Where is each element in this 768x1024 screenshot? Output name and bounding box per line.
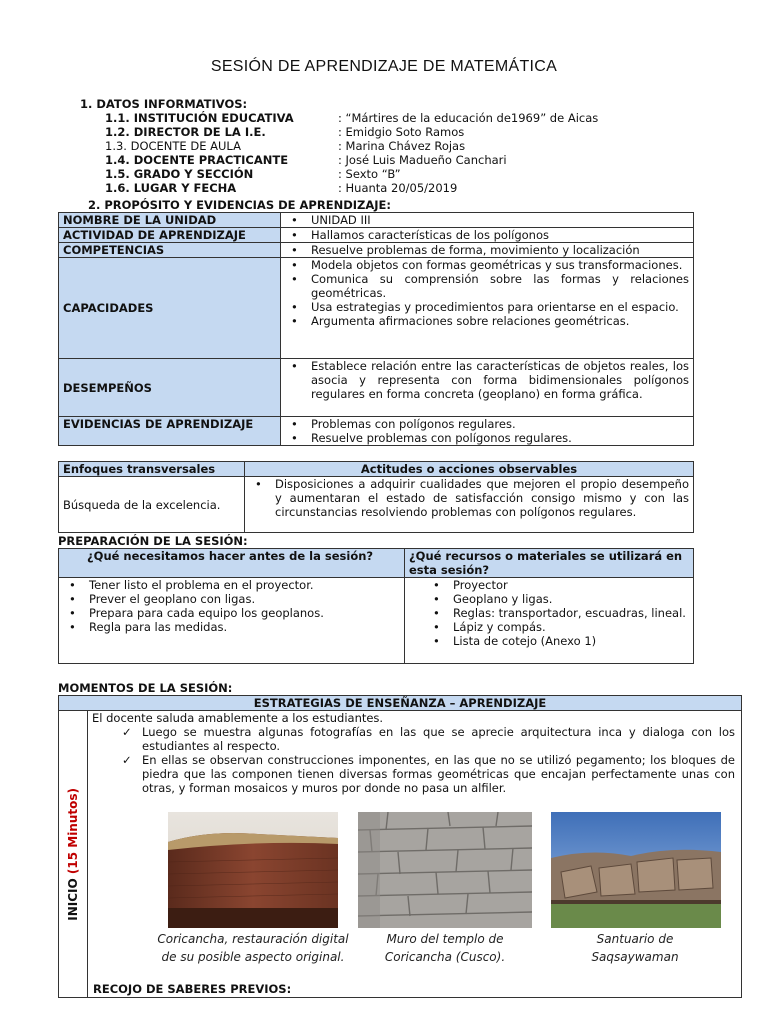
inicio-text: INICIO <box>66 877 80 921</box>
saludo-text: El docente saluda amablemente a los estudiantes. <box>92 711 384 725</box>
competencias-label: COMPETENCIAS <box>59 243 281 258</box>
datos-table <box>105 111 598 195</box>
capacidad-item: • Modela objetos con formas geométricas y sus transformaciones. <box>285 258 689 272</box>
recurso-item: • Reglas: transportador, escuadras, lineal. <box>427 606 689 620</box>
actitud-cell: • Disposiciones a adquirir cualidades que mejoren el propio desempeño y aumentaran el estado de satisfacción consigo mismo y con las circunstancias resolviendo problemas con polígonos regulares. <box>249 477 689 519</box>
caption-line: de su posible aspecto original. <box>161 950 345 964</box>
recurso-item: • Proyector <box>427 578 689 592</box>
datos-value: : Sexto “B” <box>338 167 401 181</box>
antes-item: • Tener listo el problema en el proyector. <box>63 578 400 592</box>
evidencia-item: • Resuelve problemas con polígonos regulares. <box>285 431 689 445</box>
proposito-heading: 2. PROPÓSITO Y EVIDENCIAS DE APRENDIZAJE: <box>88 198 391 212</box>
evidencias-label: EVIDENCIAS DE APRENDIZAJE <box>59 417 281 446</box>
check-item: ✓ Luego se muestra algunas fotografías en las que se aprecie arquitectura inca y dialoga con los estudiantes al respecto. <box>116 725 735 753</box>
datos-value: : José Luis Madueño Canchari <box>338 153 507 167</box>
competencias-value: • Resuelve problemas de forma, movimiento y localización <box>285 243 689 257</box>
preparacion-heading: PREPARACIÓN DE LA SESIÓN: <box>58 534 248 548</box>
datos-key: 1.6. LUGAR Y FECHA <box>105 181 237 195</box>
inicio-minutos: (15 Minutos) <box>66 787 80 874</box>
caption-coricancha <box>148 930 358 966</box>
recurso-item: • Geoplano y ligas. <box>427 592 689 606</box>
enfoques-header: Enfoques transversales <box>59 462 245 477</box>
datos-value: : “Mártires de la educación de1969” de Aicas <box>338 111 599 125</box>
inicio-label <box>66 788 80 921</box>
actividad-value: • Hallamos características de los polígonos <box>285 228 689 242</box>
datos-key: 1.5. GRADO Y SECCIÓN <box>105 167 254 181</box>
caption-line: Santuario de <box>596 932 674 946</box>
actitudes-header: Actitudes o acciones observables <box>245 462 694 477</box>
antes-header: ¿Qué necesitamos hacer antes de la sesión? <box>59 549 405 578</box>
unidad-label: NOMBRE DE LA UNIDAD <box>59 213 281 228</box>
page-title: SESIÓN DE APRENDIZAJE DE MATEMÁTICA <box>210 58 558 75</box>
enfoque-cell: Búsqueda de la excelencia. <box>59 477 245 533</box>
caption-saqsaywaman <box>560 930 710 966</box>
recurso-item: • Lápiz y compás. <box>427 620 689 634</box>
datos-key: 1.4. DOCENTE PRACTICANTE <box>105 153 289 167</box>
datos-key: 1.2. DIRECTOR DE LA I.E. <box>105 125 266 139</box>
check-item: ✓ En ellas se observan construcciones imponentes, en las que no se utilizó pegamento; los bloques de piedra que las componen tienen diversas formas geométricas que encajan perfectamente unas con otras, y forman mosaicos y muros por donde no pasa un alfiler. <box>116 753 735 795</box>
datos-key: 1.3. DOCENTE DE AULA <box>105 139 241 153</box>
unidad-value: • UNIDAD III <box>285 213 689 227</box>
momentos-heading: MOMENTOS DE LA SESIÓN: <box>58 681 233 695</box>
capacidad-item: • Comunica su comprensión sobre las formas y relaciones geométricas. <box>285 272 689 300</box>
caption-muro <box>350 930 540 966</box>
capacidad-item: • Usa estrategias y procedimientos para orientarse en el espacio. <box>285 300 689 314</box>
caption-line: Muro del templo de <box>386 932 504 946</box>
actividad-label: ACTIVIDAD DE APRENDIZAJE <box>59 228 281 243</box>
recursos-header: ¿Qué recursos o materiales se utilizará en esta sesión? <box>405 549 694 578</box>
datos-heading: 1. DATOS INFORMATIVOS: <box>80 97 248 111</box>
muro-photo <box>358 812 532 928</box>
estrategias-header: ESTRATEGIAS DE ENSEÑANZA – APRENDIZAJE <box>59 696 742 711</box>
datos-value: : Huanta 20/05/2019 <box>338 181 458 195</box>
datos-value: : Marina Chávez Rojas <box>338 139 466 153</box>
capacidades-label: CAPACIDADES <box>59 258 281 359</box>
proposito-table <box>58 212 694 446</box>
datos-key: 1.1. INSTITUCIÓN EDUCATIVA <box>105 111 294 125</box>
recojo-heading: RECOJO DE SABERES PREVIOS: <box>93 982 292 996</box>
coricancha-photo <box>168 812 338 928</box>
caption-line: Saqsaywaman <box>591 950 679 964</box>
datos-value: : Emidgio Soto Ramos <box>338 125 465 139</box>
preparacion-table <box>58 548 694 664</box>
caption-line: Coricancha, restauración digital <box>157 932 349 946</box>
evidencia-item: • Problemas con polígonos regulares. <box>285 417 689 431</box>
caption-line: Coricancha (Cusco). <box>384 950 506 964</box>
desempenos-label: DESEMPEÑOS <box>59 359 281 417</box>
datos-informativos <box>80 97 598 195</box>
desempeno-item: • Establece relación entre las características de objetos reales, los asocia y representa con forma bidimensionales polígonos regulares en forma concreta (geoplano) en forma gráfica. <box>285 359 689 401</box>
enfoques-table <box>58 461 694 533</box>
antes-item: • Prepara para cada equipo los geoplanos. <box>63 606 400 620</box>
capacidad-item: • Argumenta afirmaciones sobre relaciones geométricas. <box>285 314 689 328</box>
recurso-item: • Lista de cotejo (Anexo 1) <box>427 634 689 648</box>
antes-item: • Regla para las medidas. <box>63 620 400 634</box>
antes-item: • Prever el geoplano con ligas. <box>63 592 400 606</box>
saqsaywaman-photo <box>551 812 721 928</box>
